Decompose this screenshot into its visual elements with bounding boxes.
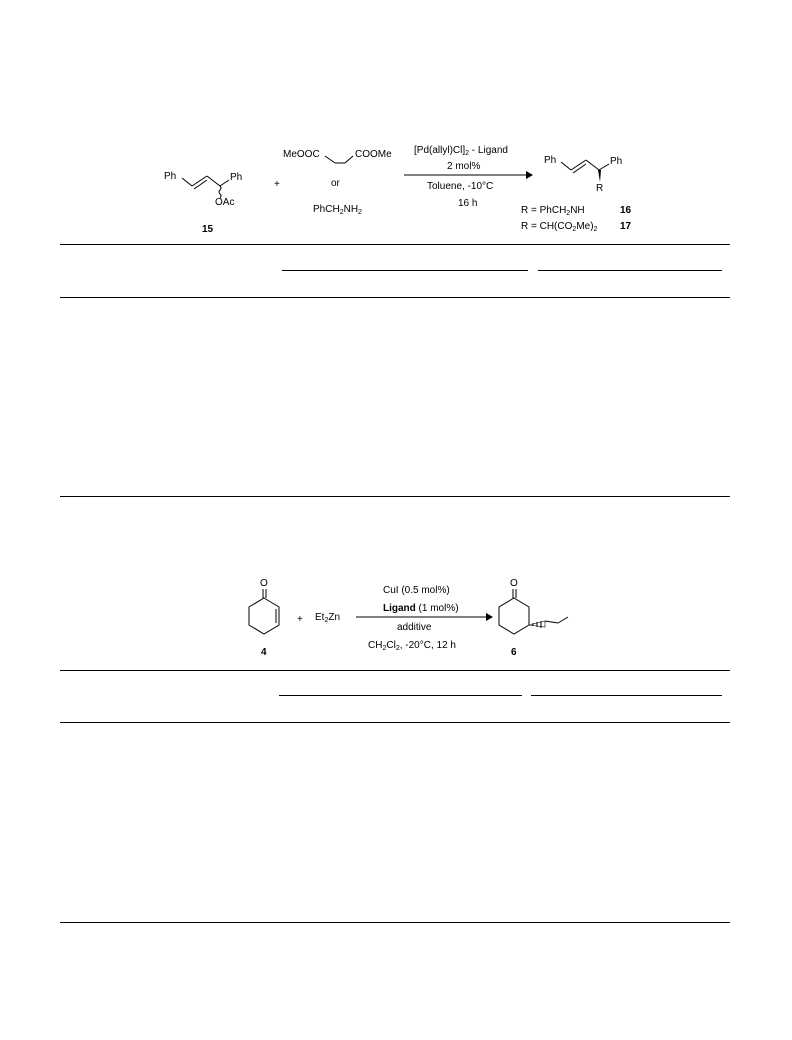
plus-sign-1: + <box>274 179 280 190</box>
substrate-15-oac: OAc <box>215 197 235 208</box>
table-2-header-rule <box>60 722 730 723</box>
compound-label-17: 17 <box>620 221 632 232</box>
table-2-group-rule-right <box>531 695 722 696</box>
diethylzinc: $Et_2Zn$ <box>315 612 341 624</box>
substrate-4-oxygen: O <box>260 578 268 589</box>
catalyst-loading: 2 mol% <box>447 161 481 172</box>
product-r-group: R <box>596 183 604 194</box>
malonate-left: MeOOC <box>283 149 320 160</box>
table-2-bottom-rule <box>60 922 730 923</box>
solvent-temp-time: $CH_2Cl_2$, -20°C, 12 h <box>368 640 456 652</box>
ethylcyclohexanone-bonds <box>499 589 568 634</box>
product-6-oxygen: O <box>510 578 518 589</box>
compound-label-16: 16 <box>620 205 632 216</box>
table-2-group-rule-left <box>279 695 522 696</box>
product-ph-right: Ph <box>610 156 623 167</box>
copper-catalyst: CuI (0.5 mol%) <box>383 585 450 596</box>
plus-sign-2: + <box>297 614 303 625</box>
ligand-loading: Ligand (1 mol%) <box>383 603 459 614</box>
table-2-top-rule <box>60 670 730 671</box>
compound-label-6: 6 <box>511 647 517 658</box>
malonate-right: COOMe <box>355 149 392 160</box>
r-definition-16: R = PhCH$_2$NH <box>521 205 585 217</box>
benzylamine: $PhCH_2NH_2$ <box>313 204 362 216</box>
r-definition-17: $R = CH(CO_2Me)_2$ <box>521 221 598 233</box>
or-text: or <box>331 178 340 189</box>
catalyst-ligand: $[Pd(allyl)Cl]_2$ - Ligand <box>414 145 508 157</box>
additive: additive <box>397 622 432 633</box>
product-ph-left: Ph <box>544 155 557 166</box>
cyclohexenone-bonds <box>249 589 279 634</box>
compound-label-15: 15 <box>202 224 214 235</box>
compound-label-4: 4 <box>261 647 267 658</box>
solvent-temperature: Toluene, -10°C <box>427 181 494 192</box>
substrate-15-ph-right: Ph <box>230 172 243 183</box>
reaction-time: 16 h <box>458 198 478 209</box>
substrate-15-ph-left: Ph <box>164 171 177 182</box>
